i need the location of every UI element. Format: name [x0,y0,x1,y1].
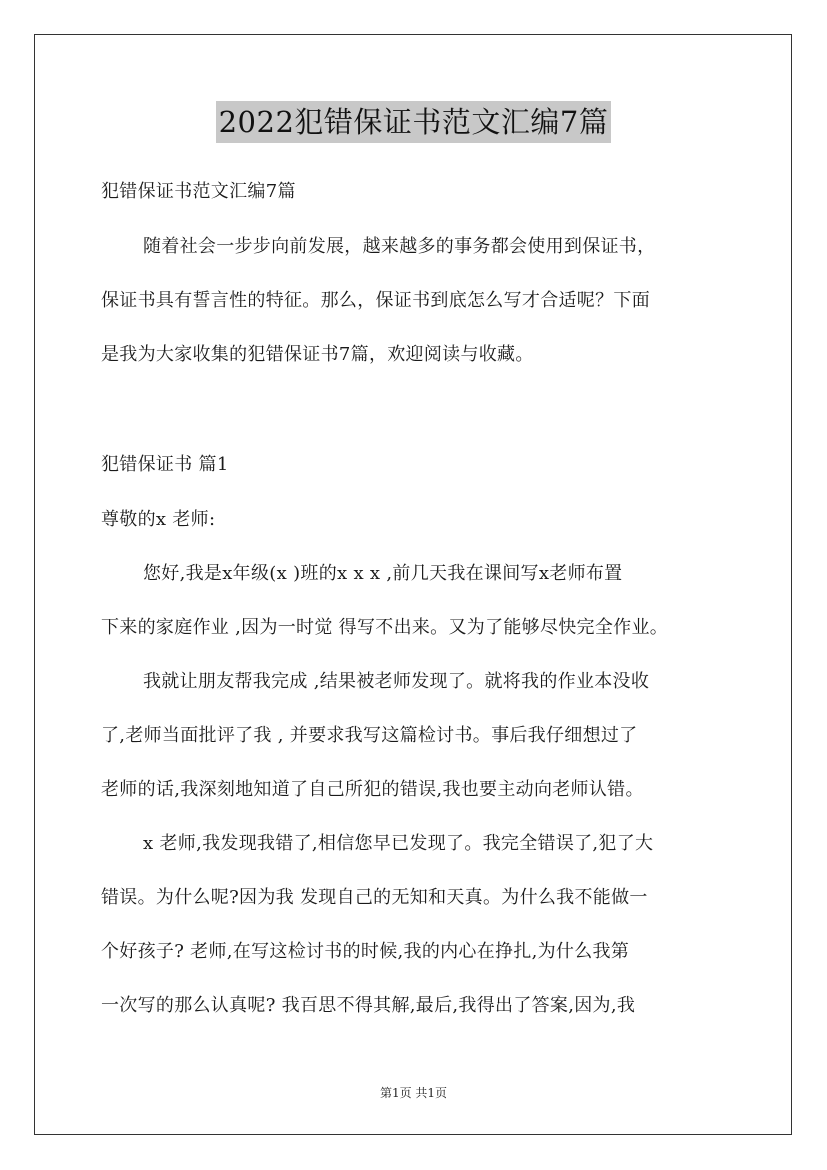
intro-line: 是我为大家收集的犯错保证书7篇，欢迎阅读与收藏。 [101,344,534,365]
document-title: 2022犯错保证书范文汇编7篇 [216,101,612,143]
body-line: 个好孩子? 老师,在写这检讨书的时候,我的内心在挣扎,为什么我第 [101,941,630,962]
intro-line: 随着社会一步步向前发展，越来越多的事务都会使用到保证书， [143,236,656,257]
body-line: 错误。为什么呢?因为我 发现自己的无知和天真。为什么我不能做一 [101,887,648,908]
salutation: 尊敬的x 老师: [101,509,216,530]
body-line: 一次写的那么认真呢? 我百思不得其解,最后,我得出了答案,因为,我 [101,995,636,1016]
body-line: 我就让朋友帮我完成 ,结果被老师发现了。就将我的作业本没收 [143,671,650,692]
section-heading: 犯错保证书 篇1 [101,454,229,475]
body-line: 老师的话,我深刻地知道了自己所犯的错误,我也要主动向老师认错。 [101,779,644,800]
intro-line: 保证书具有誓言性的特征。那么，保证书到底怎么写才合适呢？下面 [101,290,650,311]
body-line: x 老师,我发现我错了,相信您早已发现了。我完全错误了,犯了大 [143,833,654,854]
title-container [0,101,827,143]
document-subtitle: 犯错保证书范文汇编7篇 [101,181,296,202]
body-line: 下来的家庭作业 ,因为一时觉 得写不出来。又为了能够尽快完全作业。 [101,617,669,638]
page-footer: 第1页 共1页 [379,1086,448,1100]
body-line: 您好,我是x年级(x )班的x x x ,前几天我在课间写x老师布置 [143,563,623,584]
body-line: 了,老师当面批评了我 , 并要求我写这篇检讨书。事后我仔细想过了 [101,725,638,746]
